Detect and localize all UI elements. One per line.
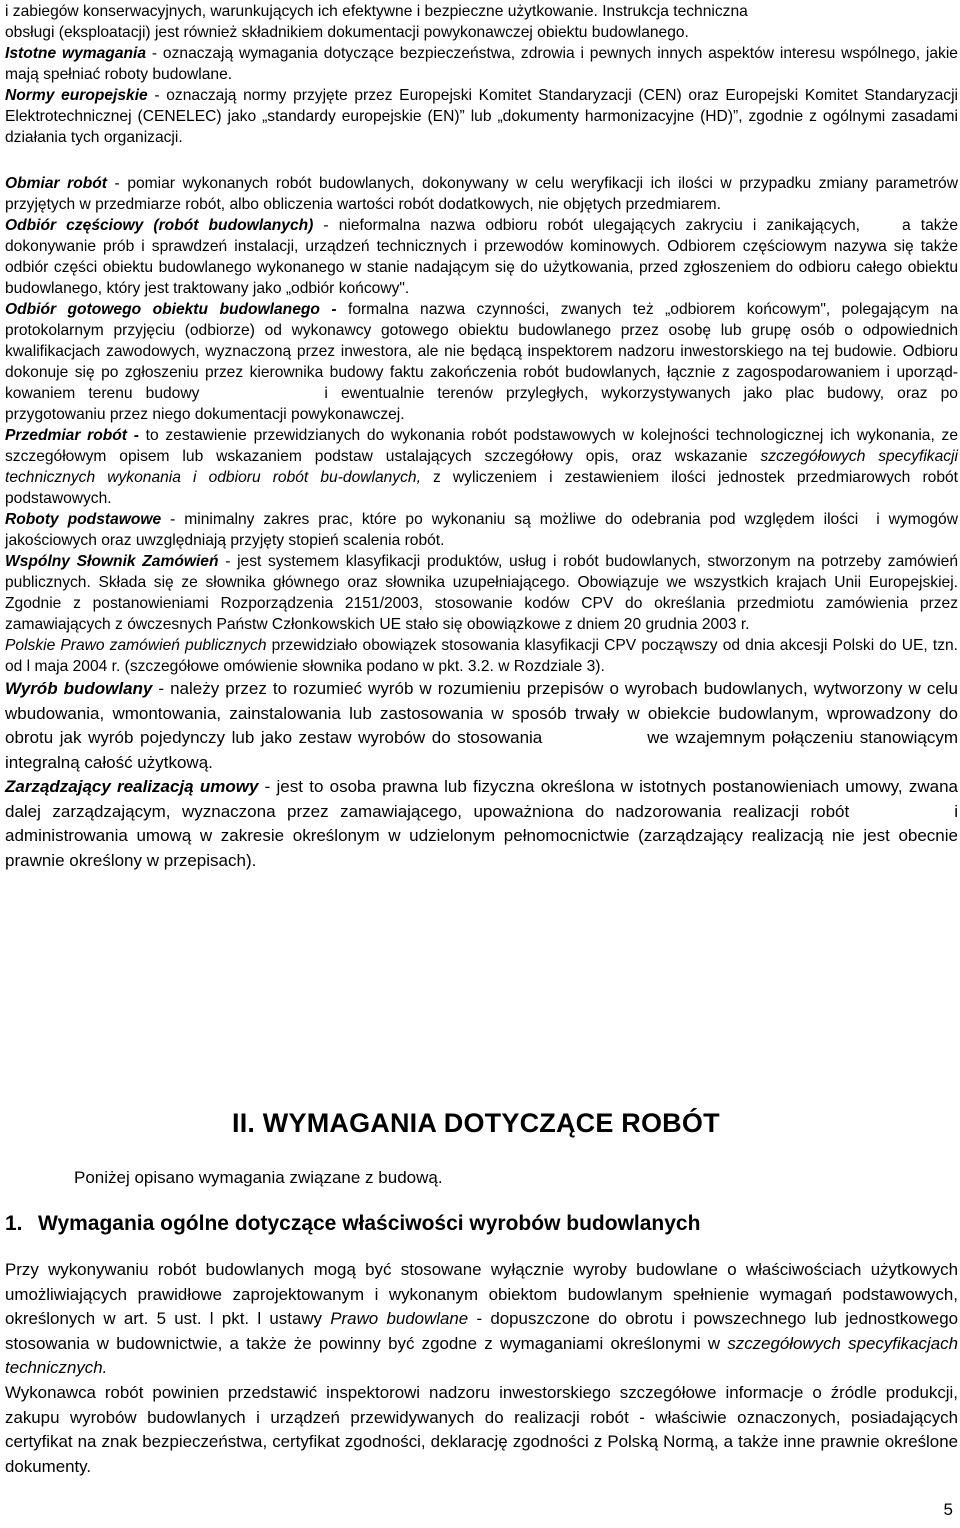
definition-term: Roboty podstawowe — [5, 511, 162, 528]
definition-term: Wyrób budowlany — [5, 679, 153, 698]
definition-prawo-zamowien — [5, 635, 958, 677]
definition-term: Odbiór częściowy (robót budowlanych) — [5, 217, 314, 234]
definition-text: - oznaczają normy przyjęte przez Europejski Komitet Standaryzacji (CEN) oraz Europejski Komitet Standaryzacji Elektrotechnicznej (CENELEC) jako „standardy europejskie (EN)” lub „dokumenty harmonizacyjne (HD)”, zgodnie z ogólnymi zasadami działania tych organizacji. — [5, 87, 958, 146]
definition-text: z wyliczeniem i zestawieniem ilości jednostek przedmiarowych robót podstawowych. — [5, 469, 958, 507]
paragraph-text: - dopuszczone do obrotu i powszechnego lub jednostkowego stosowania w budownictwie, a także że powinny być zgodne z wymaganiami określonymi w — [5, 1309, 958, 1353]
definition-text: - jest systemem klasyfikacji produktów, usług i robót budowlanych, stworzonym na potrzeby zamówień publicznych. Składa się ze słownika głównego oraz słownika uzupełniającego. Obowiązuje we wszystkich krajach Unii Europejskiej. Zgodnie z postanowieniami Rozporządzenia 2151/2003, stosowanie kodów CPV do określania przedmiotu zamówienia przez zamawiających z ówczesnych Państw Członkowskich UE stało się obowiązkowe z dniem 20 grudnia 2003 r. — [5, 553, 959, 633]
definition-przedmiar-robot — [5, 425, 958, 509]
definition-term: Zarządzający realizacją umowy — [5, 777, 259, 796]
definition-text: i ewentualnie terenów przyległych, wykorzystywanych jako plac budowy, oraz po przygotowaniu przez niego dokumentacji powykonawczej. — [5, 385, 958, 423]
subsection-number: 1. — [5, 1212, 23, 1235]
definition-term: Istotne wymagania — [5, 45, 147, 62]
definition-text: - minimalny zakres prac, które po wykonaniu są możliwe do odebrania pod względem ilości — [161, 511, 859, 528]
definition-text: - pomiar wykonanych robót budowlanych, dokonywany w celu weryfikacji ich ilości w przypadku zmiany parametrów przyjętych w przedmiarze robót, albo obliczenia wartości robót dodatkowych, nie objętych przedmiarem. — [5, 175, 958, 213]
definition-term: Wspólny Słownik Zamówień — [5, 553, 219, 570]
paragraph-text: Przy wykonywaniu robót budowlanych mogą być stosowane wyłącznie wyroby budowlane o właściwościach użytkowych umożliwiających prawidłowe zaprojektowanym i wykonanym obiektom budowlanym spełnienie wymagań podstawowych, określonych w art. 5 ust. l pkt. l ustawy — [5, 1260, 958, 1329]
requirements-body — [5, 1258, 958, 1479]
definition-istotne-wymagania — [5, 43, 958, 85]
definition-text: - należy przez to rozumieć wyrób w rozumieniu przepisów o wyrobach budowlanych, wytworzony w celu wbudowania, wmontowania, zainstalowania lub zastosowania w sposób trwały w obiekcie budowlanym, wprowadzony do obrotu jak wyrób pojedynczy lub jako zestaw wyrobów do stosowania — [5, 679, 959, 747]
definition-term: Obmiar robót — [5, 175, 107, 192]
paragraph-italic: Prawo budowlane — [330, 1309, 469, 1329]
definition-text: - nieformalna nazwa odbioru robót ulegających zakryciu i zanikających, — [313, 217, 860, 234]
definition-text: i administrowania umową w zakresie określonym w udzielonym pełnomocnictwie (zarządzający realizacją nie jest obecnie prawnie określony w przepisach). — [5, 801, 958, 870]
definition-text: przewidziało obowiązek stosowania klasyfikacji CPV począwszy od dnia akcesji Polski do UE, tzn. od l maja 2004 r. (szczegółowe omówienie słownika podano w pkt. 3.2. w Rozdziale 3). — [5, 637, 958, 675]
subsection-heading — [5, 1212, 700, 1236]
definition-odbior-gotowego-obiektu — [5, 299, 958, 425]
definition-text: formalna nazwa czynności, zwanych też „odbiorem końcowym", polegającym na protokolarnym przyjęciu (odbiorze) od wykonawcy gotowego obiektu budowlanego przez osobę lub grupę osób o odpowiednich kwalifikacjach zawodowych, wyznaczoną przez inwestora, ale nie będącą inspektorem nadzoru inwestorskiego na tej budowie. Odbioru dokonuje się po zgłoszeniu przez kierownika budowy faktu zakończenia robót budowlanych, łącznie z zagospodarowaniem i uporząd-kowaniem terenu budowy — [5, 301, 958, 402]
definition-odbior-czesciowy — [5, 215, 958, 299]
definition-text: to zestawienie przewidzianych do wykonania robót podstawowych w kolejności technologicznej ich wykonania, ze szczegółowym opisem lub wskazaniem podstaw ustalających szczegółowy opis, oraz wskazanie — [5, 427, 958, 465]
definition-text: - oznaczają wymagania dotyczące bezpieczeństwa, zdrowia i pewnych innych aspektów interesu wspólnego, jakie mają spełniać roboty budowlane. — [5, 45, 958, 83]
definition-italic: Polskie Prawo zamówień publicznych — [5, 637, 267, 654]
paragraph: Wykonawca robót powinien przedstawić inspektorowi nadzoru inwestorskiego szczegółowe informacje o źródle produkcji, zakupu wyrobów budowlanych i urządzeń przewidywanych do realizacji robót - właściwie oznaczonych, posiadających certyfikat na znak bezpieczeństwa, certyfikat zgodności, deklarację zgodności z Polską Normą, a także inne prawnie określone dokumenty. — [5, 1382, 958, 1476]
page-number: 5 — [943, 1500, 953, 1519]
definition-wspolny-slownik — [5, 551, 958, 635]
text-line: i zabiegów konserwacyjnych, warunkujących ich efektywne i bezpieczne użytkowanie. Instrukcja techniczna — [5, 3, 748, 20]
text-line: obsługi (eksploatacji) jest również składnikiem dokumentacji powykonawczej obiektu budowlanego. — [5, 24, 689, 41]
top-block — [5, 1, 958, 148]
paragraph-italic: szczegółowych specyfikacjach technicznych. — [5, 1333, 958, 1378]
document-page — [5, 0, 958, 873]
definition-term: Normy europejskie — [5, 87, 148, 104]
definition-zarzadzajacy — [5, 775, 958, 873]
definition-term: Przedmiar robót - — [5, 427, 139, 444]
definition-text: - jest to osoba prawna lub fizyczna określona w istotnych postanowieniach umowy, zwana dalej zarządzającym, wyznaczona przez zamawiającego, upoważniona do nadzorowania realizacji robót — [5, 777, 958, 821]
paragraph — [5, 1258, 958, 1381]
definition-obmiar-robot — [5, 173, 958, 215]
definition-wyrob-budowlany — [5, 677, 958, 775]
section-heading: II. WYMAGANIA DOTYCZĄCE ROBÓT — [232, 1108, 720, 1138]
definition-normy-europejskie — [5, 85, 958, 148]
definition-text: i wymogów jakościowych oraz uwzględniają przyjęty stopień scalenia robót. — [5, 511, 958, 549]
definition-text: we wzajemnym połączeniu stanowiącym integralną całość użytkową. — [5, 728, 958, 772]
definitions-block — [5, 173, 958, 677]
section-intro: Poniżej opisano wymagania związane z budową. — [74, 1168, 443, 1187]
definition-term: Odbiór gotowego obiektu budowlanego - — [5, 301, 337, 318]
definition-italic: szczegółowych specyfikacji technicznych wykonania i odbioru robót bu-dowlanych, — [5, 448, 958, 486]
definition-roboty-podstawowe — [5, 509, 958, 551]
subsection-title: Wymagania ogólne dotyczące właściwości wyrobów budowlanych — [38, 1212, 701, 1235]
definitions-block-2 — [5, 677, 958, 873]
definition-text: a także dokonywanie prób i sprawdzeń instalacji, urządzeń technicznych i przewodów kominowych. Odbiorem częściowym nazywa się także odbiór części obiektu budowlanego wykonanego w stanie nadającym się do użytkowania, przed zgłoszeniem do odbioru całego obiektu budowlanego, który jest traktowany jako „odbiór końcowy". — [5, 217, 959, 297]
